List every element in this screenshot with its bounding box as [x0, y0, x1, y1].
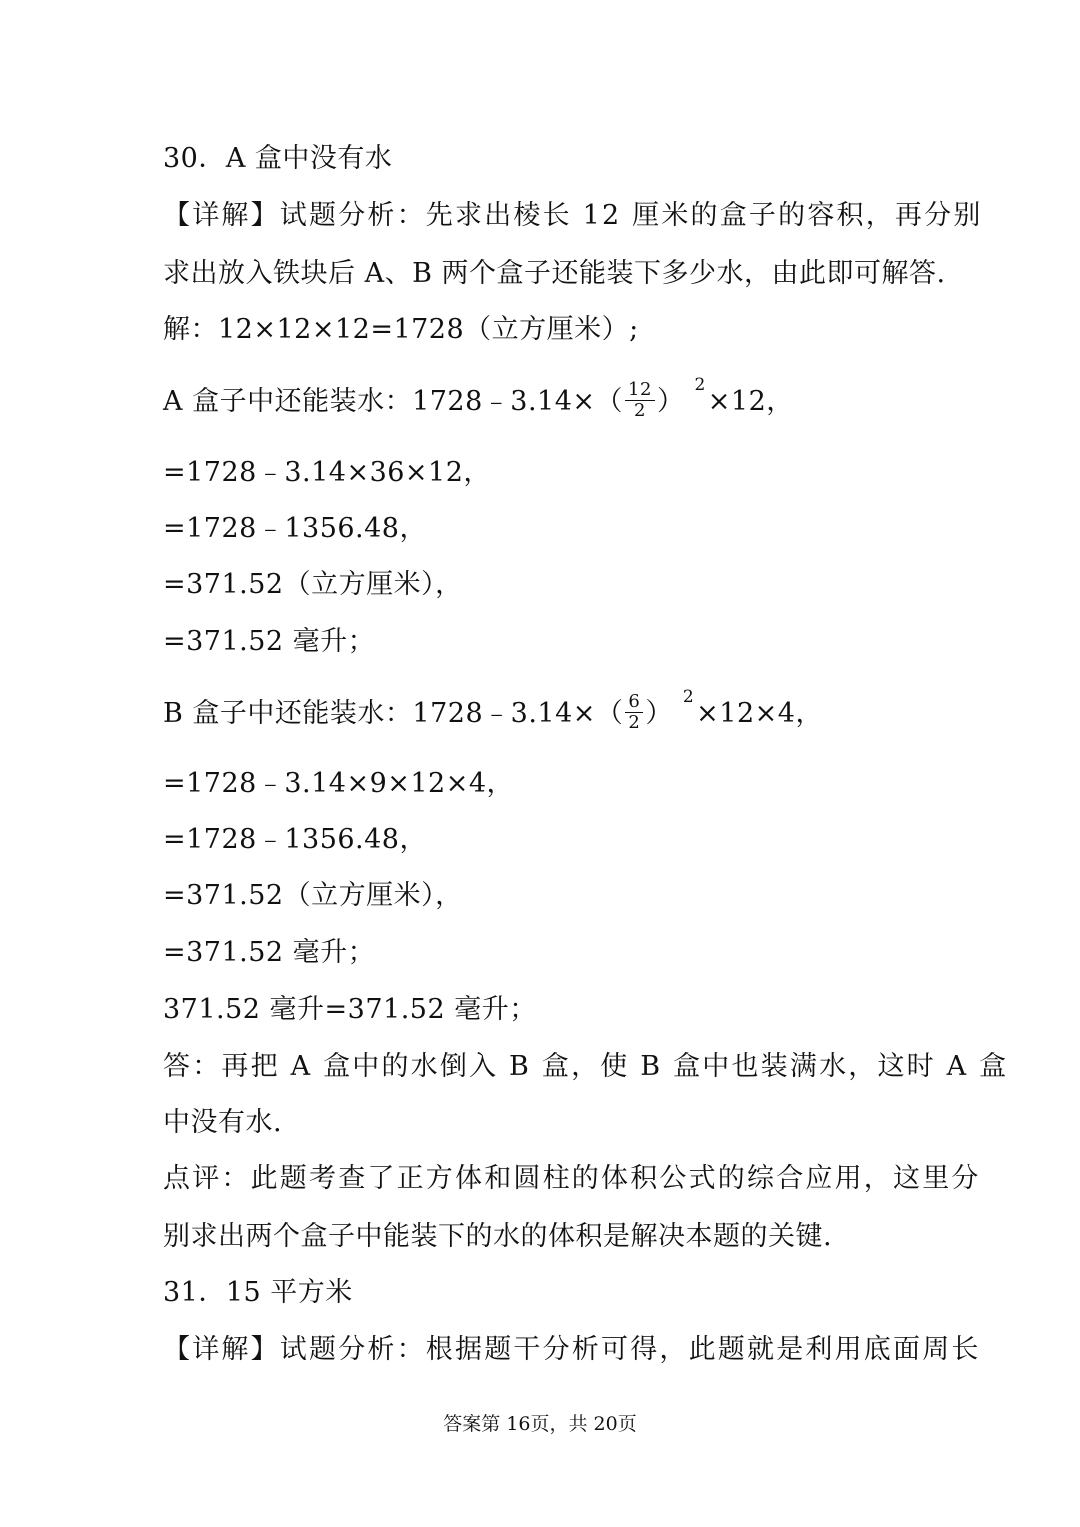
q30-analysis-line-1: 【详解】试题分析：先求出棱长 12 厘米的盒子的容积，再分别: [163, 200, 983, 231]
q30-b-expression: [163, 687, 823, 735]
q30-answer-line-2: 中没有水.: [163, 1107, 283, 1138]
a-expr-fraction: [625, 380, 655, 421]
q30-a-expression: [163, 375, 794, 423]
q31-analysis-line-1: 【详解】试题分析：根据题干分析可得，此题就是利用底面周长: [163, 1334, 981, 1365]
q30-comment-line-1: 点评：此题考查了正方体和圆柱的体积公式的综合应用，这里分: [163, 1163, 981, 1194]
a-expr-prefix: A 盒子中还能装水：1728﹣3.14×（: [163, 386, 624, 417]
q30-b-step-1: =1728﹣3.14×9×12×4，: [163, 768, 515, 799]
a-expr-exponent: 2: [694, 375, 706, 395]
q30-b-step-2: =1728﹣1356.48，: [163, 824, 427, 855]
b-expr-numerator: 6: [625, 692, 643, 713]
a-expr-denominator: 2: [634, 400, 646, 421]
a-expr-numerator: 12: [625, 380, 655, 401]
b-expr-prefix: B 盒子中还能装水：1728﹣3.14×（: [163, 698, 624, 729]
b-expr-exponent: 2: [682, 687, 695, 707]
q30-a-step-1: =1728﹣3.14×36×12，: [163, 457, 491, 488]
b-expr-fraction: [625, 692, 643, 733]
b-expr-denominator: 2: [628, 712, 641, 733]
q30-a-step-3: =371.52（立方厘米），: [163, 569, 463, 600]
q30-analysis-line-2: 求出放入铁块后 A、B 两个盒子还能装下多少水，由此即可解答.: [163, 258, 946, 289]
q30-a-step-2: =1728﹣1356.48，: [163, 513, 427, 544]
page-footer: 答案第 16页，共 20页: [443, 1413, 637, 1435]
q30-a-step-4: =371.52 毫升；: [163, 626, 376, 657]
a-expr-suffix: ×12，: [707, 386, 794, 417]
q30-answer-line-1: 答：再把 A 盒中的水倒入 B 盒，使 B 盒中也装满水，这时 A 盒: [163, 1051, 1009, 1082]
q30-comment-line-2: 别求出两个盒子中能装下的水的体积是解决本题的关键.: [163, 1221, 833, 1252]
q30-title: 30．A 盒中没有水: [163, 143, 393, 174]
q31-title: 31．15 平方米: [163, 1277, 353, 1308]
a-expr-close: ）: [656, 386, 685, 417]
b-expr-suffix: ×12×4，: [696, 698, 823, 729]
b-expr-close: ）: [645, 698, 673, 729]
q30-solution: 解：12×12×12=1728（立方厘米）;: [163, 314, 639, 345]
q30-compare: 371.52 毫升=371.52 毫升；: [163, 994, 537, 1025]
q30-b-step-4: =371.52 毫升；: [163, 937, 376, 968]
q30-b-step-3: =371.52（立方厘米），: [163, 880, 463, 911]
